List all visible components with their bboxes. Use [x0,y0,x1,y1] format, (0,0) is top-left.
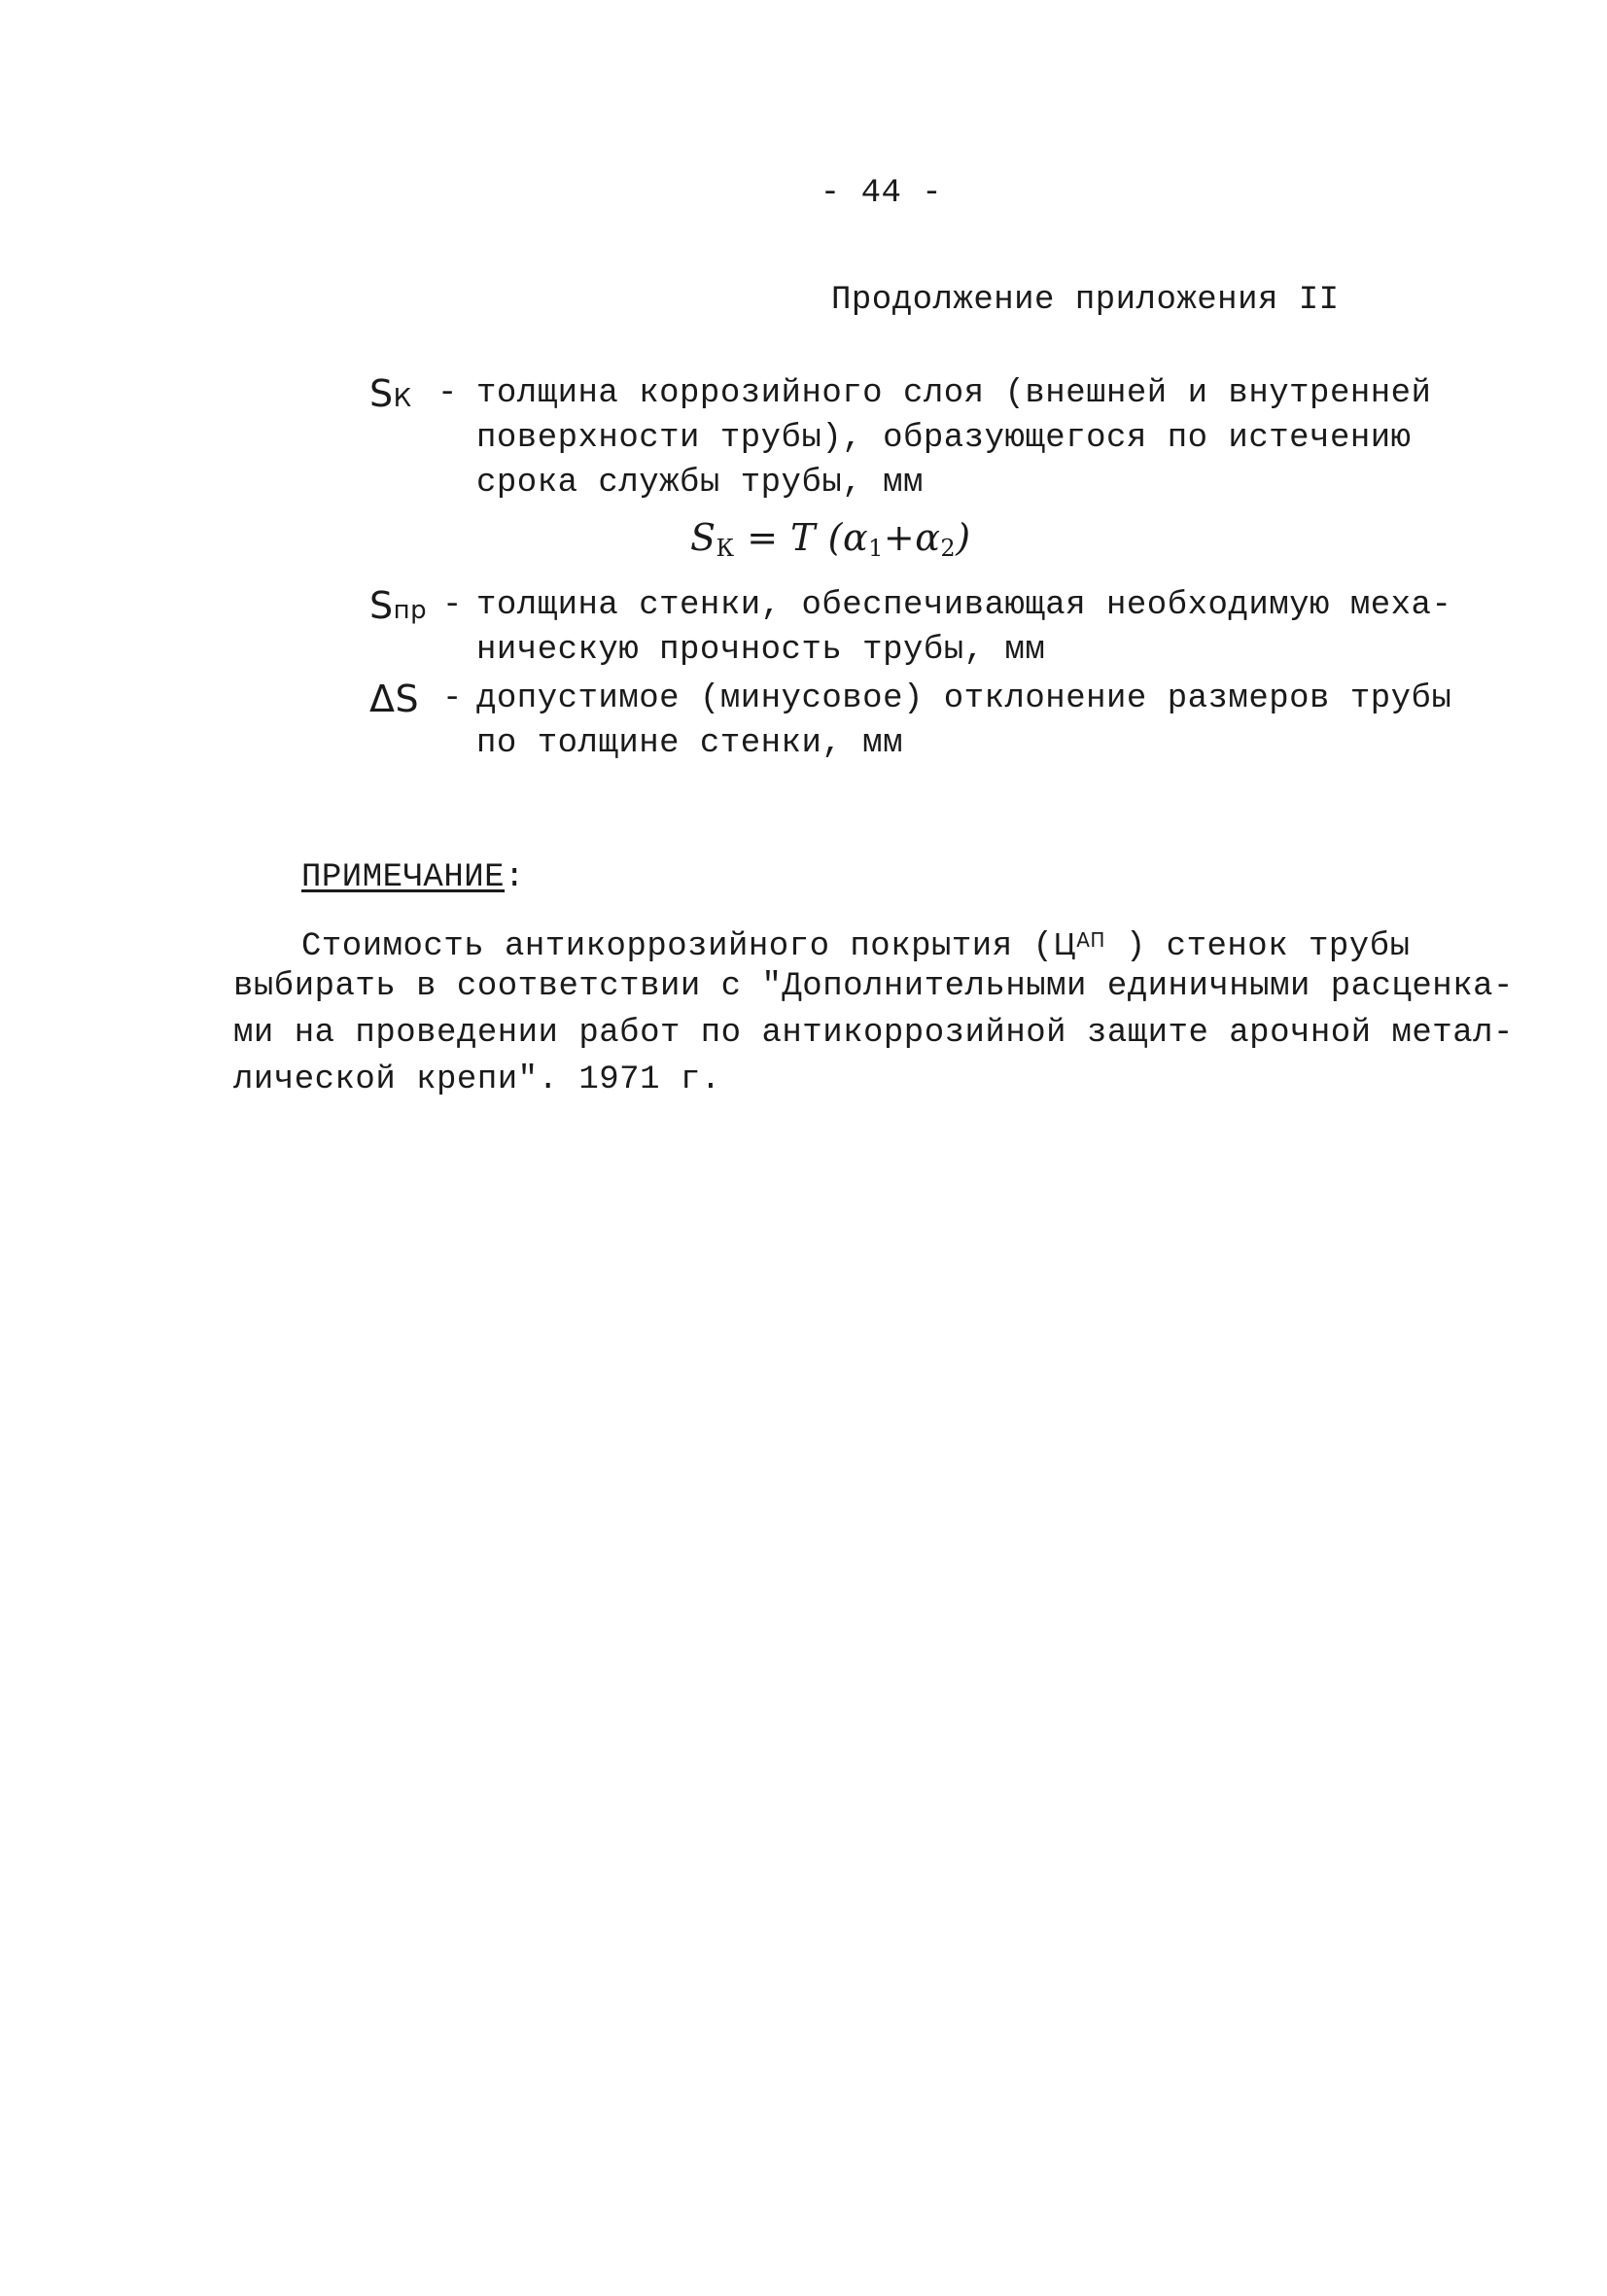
definition-line: по толщине стенки, мм [476,725,903,762]
note-symbol-sub: АП [1076,928,1105,952]
formula-lhs-sub: К [716,535,735,562]
definition-dash: - [442,587,463,624]
formula-t: T [790,516,817,559]
formula-open-paren: ( [827,516,843,559]
note-line [233,918,1429,964]
definition-symbol [369,677,419,726]
note-body [233,918,1514,1104]
formula-alpha2-sub: 2 [940,535,957,562]
formula-equals: = [747,516,779,559]
formula-lhs: S [690,516,716,559]
symbol-subscript: К [393,384,412,413]
formula-alpha1-sub: 1 [868,535,884,562]
note-title-colon: : [505,859,525,896]
formula-close-paren: ) [956,516,971,559]
definition-line: толщина стенки, обеспечивающая необходимую меха- [476,587,1452,624]
definition-symbol [369,583,427,633]
definition-dash: - [437,375,458,412]
note-title-text: ПРИМЕЧАНИЕ [301,859,506,896]
symbol-subscript: пр [393,596,428,625]
symbol-main: S [369,584,394,627]
note-line: выбирать в соответствии с "Дополнительными единичными расценка- [233,968,1514,1005]
note-line: лической крепи". 1971 г. [233,1061,721,1098]
note-line-end: ) стенок трубы [1104,928,1411,965]
page-number: - 44 - [820,175,943,212]
note-line: ми на проведении работ по антикоррозийной защите арочной метал- [233,1015,1514,1052]
definition-line: срока службы трубы, мм [476,465,924,502]
symbol-main: ΔS [369,678,420,720]
definition-symbol [369,371,412,421]
definition-line: ническую прочность трубы, мм [476,632,1046,669]
symbol-main: S [369,372,394,415]
note-line-start: Стоимость антикоррозийного покрытия ( [301,928,1054,965]
formula-plus: + [883,516,916,559]
formula-alpha1: α [842,516,869,559]
definition-text [476,677,1452,766]
definition-text [476,583,1452,673]
definition-line: толщина коррозийного слоя (внешней и внутренней [476,375,1432,412]
definition-line: допустимое (минусовое) отклонение размеров трубы [476,680,1452,717]
note-title [301,855,525,900]
formula-sk [690,515,971,571]
formula-alpha2: α [915,516,941,559]
note-symbol: Ц [1053,928,1077,962]
appendix-caption: Продолжение приложения II [831,282,1340,319]
definition-text [476,371,1432,505]
definition-line: поверхности трубы), образующегося по истечению [476,420,1412,457]
definition-dash: - [442,680,463,717]
